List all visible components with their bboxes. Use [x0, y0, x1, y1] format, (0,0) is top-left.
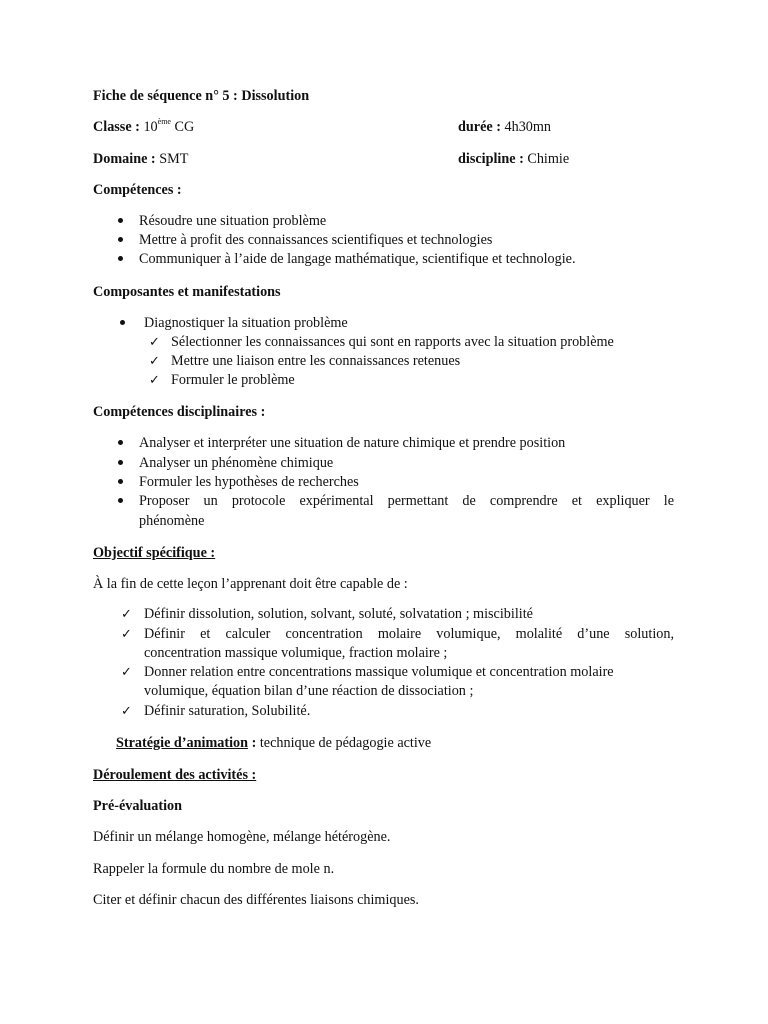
- list-item: Proposer un protocole expérimental permettant de comprendre et expliquer le: [139, 493, 674, 509]
- sub-item: Sélectionner les connaissances qui sont en rapports avec la situation problème: [171, 334, 614, 350]
- preeval-line: Citer et définir chacun des différentes liaisons chimiques.: [93, 892, 419, 908]
- check-icon: ✓: [149, 335, 160, 350]
- composantes-heading: Composantes et manifestations: [93, 284, 281, 300]
- classe-rest: CG: [170, 119, 195, 135]
- objectif-item: Définir dissolution, solution, solvant, soluté, solvatation ; miscibilité: [144, 606, 533, 622]
- title-value: Dissolution: [241, 88, 310, 104]
- sub-item: Formuler le problème: [171, 372, 295, 388]
- sub-item: Mettre une liaison entre les connaissances retenues: [171, 353, 461, 369]
- list-item-continuation: phénomène: [139, 513, 205, 529]
- duree-label: durée :: [458, 119, 505, 135]
- deroulement-heading: Déroulement des activités :: [93, 767, 257, 783]
- domaine-line: [93, 150, 188, 169]
- objectif-intro: À la fin de cette leçon l’apprenant doit être capable de :: [93, 576, 408, 592]
- competences-heading: Compétences :: [93, 182, 182, 198]
- classe-label: Classe :: [93, 119, 144, 135]
- check-icon: ✓: [121, 607, 132, 622]
- duree-line: [458, 118, 551, 137]
- objectif-item-continuation: concentration massique volumique, fraction molaire ;: [144, 645, 448, 661]
- objectif-item: Donner relation entre concentrations massique volumique et concentration molaire: [144, 664, 614, 680]
- disciplinaires-heading: Compétences disciplinaires :: [93, 404, 266, 420]
- sequence-title: [93, 87, 309, 106]
- strategie-line: [116, 734, 431, 753]
- objectif-heading: Objectif spécifique :: [93, 545, 216, 561]
- check-icon: ✓: [149, 373, 160, 388]
- list-item: Analyser et interpréter une situation de nature chimique et prendre position: [139, 435, 566, 451]
- classe-sup: ème: [157, 117, 171, 126]
- list-item: Résoudre une situation problème: [139, 213, 327, 229]
- strategie-label: Stratégie d’animation: [116, 735, 249, 751]
- discipline-label: discipline :: [458, 151, 528, 167]
- list-item: Diagnostiquer la situation problème: [144, 315, 348, 331]
- domaine-label: Domaine :: [93, 151, 160, 167]
- duree-value: 4h30mn: [504, 119, 552, 135]
- list-item: Mettre à profit des connaissances scientifiques et technologies: [139, 232, 493, 248]
- objectif-item: Définir saturation, Solubilité.: [144, 703, 311, 719]
- check-icon: ✓: [121, 665, 132, 680]
- objectif-item: Définir et calculer concentration molaire volumique, molalité d’une solution,: [144, 626, 674, 642]
- title-label: Fiche de séquence n° 5 :: [93, 88, 242, 104]
- classe-num: 10: [143, 119, 158, 135]
- classe-line: [93, 118, 194, 137]
- discipline-line: [458, 150, 569, 169]
- objectif-item-continuation: volumique, équation bilan d’une réaction de dissociation ;: [144, 683, 474, 699]
- check-icon: ✓: [149, 354, 160, 369]
- preeval-heading: Pré-évaluation: [93, 798, 183, 814]
- strategie-value: technique de pédagogie active: [259, 735, 432, 751]
- strategie-sep: :: [248, 735, 260, 751]
- preeval-line: Rappeler la formule du nombre de mole n.: [93, 861, 335, 877]
- list-item: Communiquer à l’aide de langage mathématique, scientifique et technologie.: [139, 251, 576, 267]
- check-icon: ✓: [121, 704, 132, 719]
- preeval-line: Définir un mélange homogène, mélange hétérogène.: [93, 829, 391, 845]
- discipline-value: Chimie: [527, 151, 570, 167]
- list-item: Analyser un phénomène chimique: [139, 455, 334, 471]
- list-item: Formuler les hypothèses de recherches: [139, 474, 359, 490]
- domaine-value: SMT: [159, 151, 189, 167]
- check-icon: ✓: [121, 627, 132, 642]
